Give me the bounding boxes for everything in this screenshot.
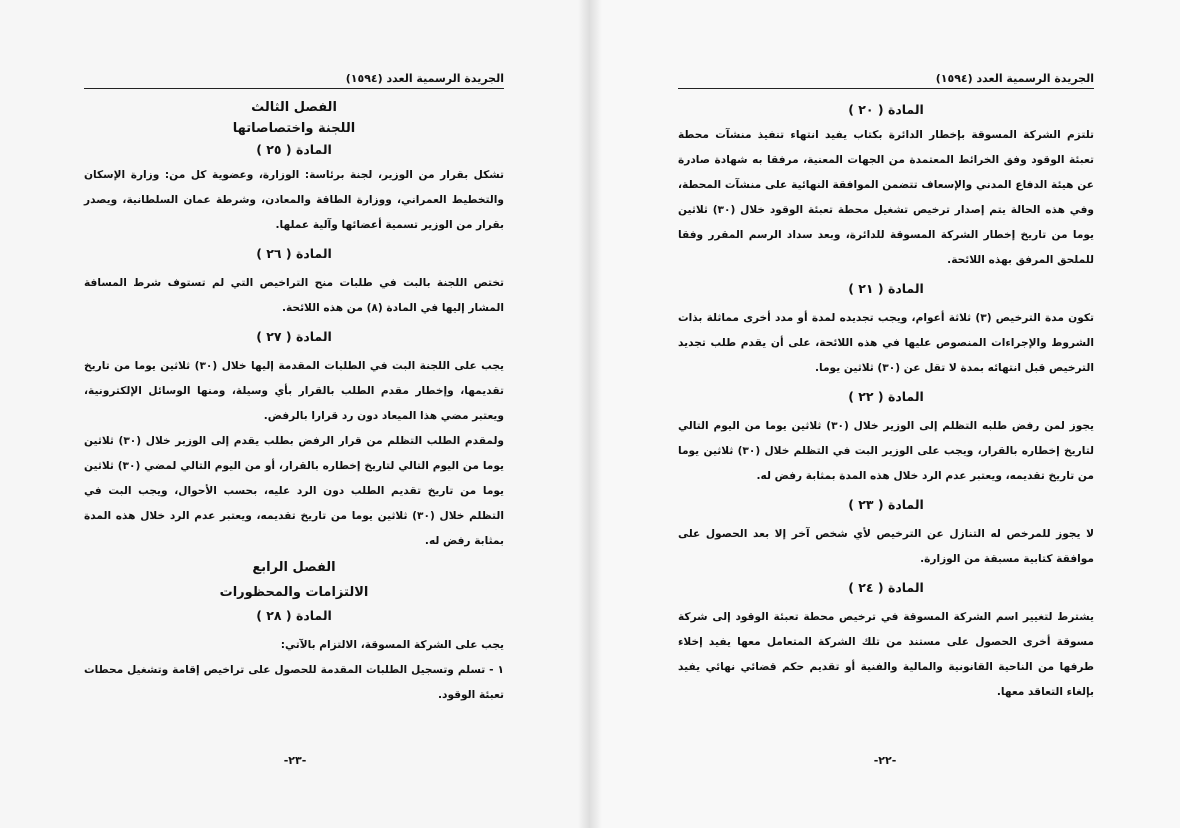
article-22-text: يجوز لمن رفض طلبه التظلم إلى الوزير خلال (٣٠) ثلاثين يوما من اليوم التالي لتاريخ إخطاره بالقرار، ويجب على الوزير البت في التظلم خلال (٣٠) ثلاثين يوما من تاريخ تقديمه، ويعتبر عدم الرد خلال هذه المدة بمثابة رفض له.: [678, 420, 1094, 482]
chapter-3-title: الفصل الثالث: [251, 100, 337, 115]
chapter-3-subtitle: اللجنة واختصاصاتها: [232, 121, 356, 136]
book-gutter-shadow: [578, 0, 602, 828]
article-21-title: المادة ( ٢١ ): [848, 281, 924, 296]
left-page-number: -٢٣-: [283, 754, 307, 767]
article-23-title: المادة ( ٢٣ ): [848, 497, 924, 512]
article-25-text: تشكل بقرار من الوزير، لجنة برئاسة: الوزارة، وعضوية كل من: وزارة الإسكان والتخطيط العمراني، ووزارة الطاقة والمعادن، وشرطة عمان السلطانية، ويصدر بقرار من الوزير تسمية أعضائها وآلية عملها.: [84, 169, 504, 231]
right-page-number: -٢٢-: [873, 754, 897, 767]
left-page-header: الجريدة الرسمية العدد (١٥٩٤): [84, 72, 504, 89]
article-28-item-1: ١ - تسلم وتسجيل الطلبات المقدمة للحصول على تراخيص إقامة وتشغيل محطات تعبئة الوقود.: [84, 664, 504, 701]
article-20-text: تلتزم الشركة المسوقة بإخطار الدائرة بكتاب يفيد انتهاء تنفيذ منشآت محطة تعبئة الوقود وفق الخرائط المعتمدة من الجهات المعنية، مرفقا به شهادة صادرة عن هيئة الدفاع المدني والإسعاف تتضمن الموافقة النهائية على منشآت المحطة، وفي هذه الحالة يتم إصدار ترخيص تشغيل محطة تعبئة الوقود خلال (٣٠) ثلاثين يوما من تاريخ إخطار الشركة المسوقة للدائرة، وبعد سداد الرسم المقرر وفقا للملحق المرفق بهذه اللائحة.: [678, 129, 1094, 266]
article-24-text: يشترط لتغيير اسم الشركة المسوقة في ترخيص محطة تعبئة الوقود إلى شركة مسوقة أخرى الحصول على مستند من تلك الشركة المتعامل معها يفيد إخلاء طرفها من الناحية القانونية والمالية والفنية أو تقديم حكم قضائي نهائي يفيد بإلغاء التعاقد معها.: [678, 611, 1094, 698]
article-27-text-1: يجب على اللجنة البت في الطلبات المقدمة إليها خلال (٣٠) ثلاثين يوما من تاريخ تقديمها، وإخطار مقدم الطلب بالقرار بأي وسيلة، ومنها الوسائل الإلكترونية، ويعتبر مضي هذا الميعاد دون رد قرارا بالرفض.: [84, 360, 504, 422]
right-page-content: [678, 100, 1094, 709]
article-27-text-2: ولمقدم الطلب التظلم من قرار الرفض بطلب يقدم إلى الوزير خلال (٣٠) ثلاثين يوما من اليوم التالي لتاريخ إخطاره بالقرار، أو من اليوم التالي لمضي (٣٠) ثلاثين يوما من تاريخ تقديم الطلب دون الرد عليه، بحسب الأحوال، ويجب البت في التظلم خلال (٣٠) ثلاثين يوما من تاريخ تقديمه، ويعتبر عدم الرد خلال هذه المدة بمثابة رفض له.: [84, 435, 505, 547]
article-20-title: المادة ( ٢٠ ): [848, 102, 924, 117]
right-page: [590, 0, 1180, 828]
chapter-4-subtitle: الالتزامات والمحظورات: [219, 585, 369, 600]
left-page-content: [84, 100, 504, 712]
article-25-title: المادة ( ٢٥ ): [256, 142, 332, 157]
article-27-title: المادة ( ٢٧ ): [256, 329, 332, 344]
article-26-text: تختص اللجنة بالبت في طلبات منح التراخيص التي لم تستوف شرط المسافة المشار إليها في المادة (٨) من هذه اللائحة.: [84, 277, 504, 314]
chapter-4-title: الفصل الرابع: [252, 560, 336, 575]
article-28-title: المادة ( ٢٨ ): [256, 608, 332, 623]
article-24-title: المادة ( ٢٤ ): [848, 580, 924, 595]
article-23-text: لا يجوز للمرخص له التنازل عن الترخيص لأي شخص آخر إلا بعد الحصول على موافقة كتابية مسبقة من الوزارة.: [678, 528, 1094, 565]
right-page-header: الجريدة الرسمية العدد (١٥٩٤): [678, 72, 1094, 89]
article-21-text: تكون مدة الترخيص (٣) ثلاثة أعوام، ويجب تجديده لمدة أو مدد أخرى مماثلة بذات الشروط والإجراءات المنصوص عليها في هذه اللائحة، على أن يقدم طلب تجديد الترخيص قبل انتهائه بمدة لا تقل عن (٣٠) ثلاثين يوما.: [678, 312, 1094, 374]
article-28-intro: يجب على الشركة المسوقة، الالتزام بالآتي:: [280, 639, 504, 651]
article-26-title: المادة ( ٢٦ ): [256, 246, 332, 261]
article-22-title: المادة ( ٢٢ ): [848, 389, 924, 404]
